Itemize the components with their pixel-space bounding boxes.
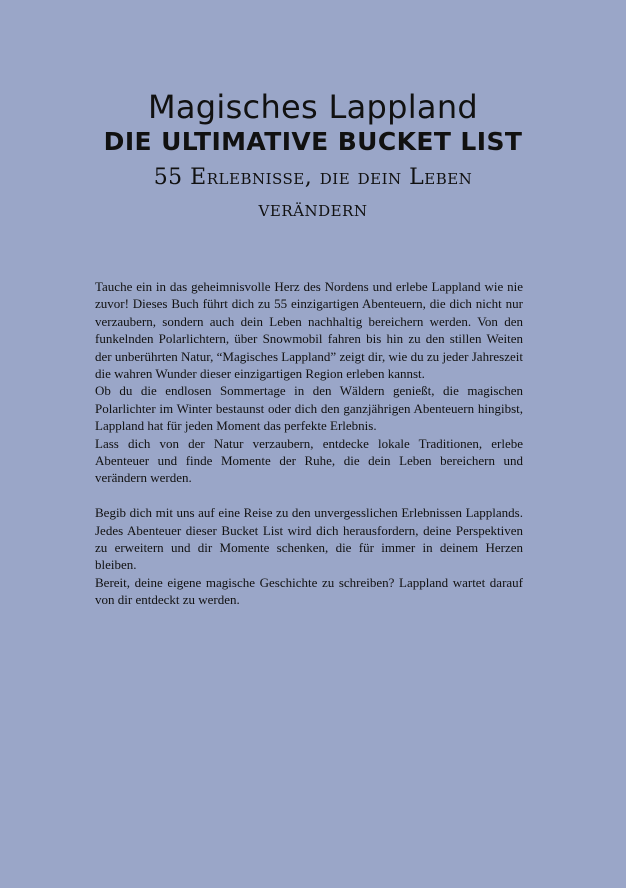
description-paragraph: Ob du die endlosen Sommertage in den Wäldern genießt, die magischen Polarlichter im Winter bestaunst oder dich den ganzjährigen Abenteuern hingibst, Lappland hat für jeden Moment das perfekte Erlebnis. (95, 383, 523, 434)
description-paragraph: Bereit, deine eigene magische Geschichte zu schreiben? Lappland wartet darauf von dir entdeckt zu werden. (95, 574, 523, 608)
book-subtitle: DIE ULTIMATIVE BUCKET LIST (103, 127, 523, 156)
title-block (0, 88, 626, 226)
description-paragraph: Tauche ein in das geheimnisvolle Herz des Nordens und erlebe Lappland wie nie zuvor! Dieses Buch führt dich zu 55 einzigartigen Abenteuern, die dich nicht nur verzaubern, sondern auch dein Leben nachhaltig bereichern werden. Von den funkelnden Polarlichtern, über Snowmobil fahren bis hin zu den stillen Weiten der unberührten Natur, “Magisches Lappland” zeigt dir, wie du zu jeder Jahreszeit die wahren Wunder dieser einzigartigen Region erleben kannst. (95, 279, 523, 382)
description-paragraph: Begib dich mit uns auf eine Reise zu den unvergesslichen Erlebnissen Lapplands. Jedes Abenteuer dieser Bucket List wird dich herausfordern, deine Perspektiven zu erweitern und dir Momente schenken, die für immer in deinem Herzen bleiben. (95, 505, 523, 573)
description-paragraph: Lass dich von der Natur verzaubern, entdecke lokale Traditionen, erlebe Abenteuer und finde Momente der Ruhe, die dein Leben bereichern und verändern werden. (95, 435, 523, 486)
book-tagline: 55 Erlebnisse, die dein Leben verändern (153, 165, 473, 222)
book-title: Magisches Lappland (147, 88, 479, 126)
paragraph-spacer (95, 487, 523, 504)
book-description (95, 278, 523, 609)
